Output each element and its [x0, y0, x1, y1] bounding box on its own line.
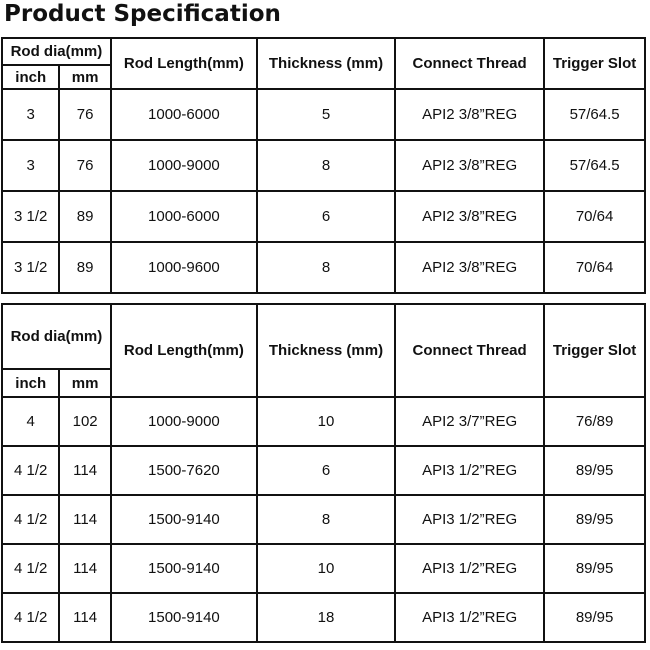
header-thickness: Thickness (mm) — [257, 38, 395, 89]
cell-connect-thread: API3 1/2”REG — [395, 544, 544, 593]
cell-mm: 76 — [59, 140, 110, 191]
cell-mm: 102 — [59, 397, 110, 446]
table-row — [2, 397, 645, 446]
header-trigger-slot: Trigger Slot — [544, 38, 645, 89]
cell-rod-length: 1500-9140 — [111, 593, 257, 642]
cell-rod-length: 1000-6000 — [111, 89, 257, 140]
cell-thickness: 10 — [257, 397, 395, 446]
cell-inch: 4 1/2 — [2, 593, 59, 642]
cell-inch: 4 1/2 — [2, 446, 59, 495]
cell-trigger-slot: 57/64.5 — [544, 140, 645, 191]
cell-thickness: 5 — [257, 89, 395, 140]
cell-connect-thread: API2 3/8”REG — [395, 140, 544, 191]
header-thickness: Thickness (mm) — [257, 304, 395, 397]
cell-inch: 4 1/2 — [2, 495, 59, 544]
cell-trigger-slot: 89/95 — [544, 544, 645, 593]
cell-inch: 4 1/2 — [2, 544, 59, 593]
spec-table-2 — [1, 303, 646, 643]
cell-trigger-slot: 89/95 — [544, 495, 645, 544]
cell-connect-thread: API3 1/2”REG — [395, 446, 544, 495]
cell-connect-thread: API2 3/8”REG — [395, 191, 544, 242]
cell-thickness: 8 — [257, 140, 395, 191]
cell-rod-length: 1500-9140 — [111, 544, 257, 593]
cell-inch: 3 — [2, 140, 59, 191]
table-row — [2, 544, 645, 593]
cell-inch: 3 1/2 — [2, 242, 59, 293]
cell-trigger-slot: 76/89 — [544, 397, 645, 446]
cell-connect-thread: API2 3/7”REG — [395, 397, 544, 446]
cell-mm: 114 — [59, 544, 110, 593]
cell-thickness: 10 — [257, 544, 395, 593]
cell-connect-thread: API2 3/8”REG — [395, 89, 544, 140]
page-title: Product Specification — [4, 1, 281, 27]
cell-thickness: 8 — [257, 495, 395, 544]
cell-mm: 114 — [59, 446, 110, 495]
cell-trigger-slot: 89/95 — [544, 593, 645, 642]
cell-mm: 114 — [59, 495, 110, 544]
table-row — [2, 242, 645, 293]
cell-rod-length: 1500-9140 — [111, 495, 257, 544]
header-mm: mm — [59, 369, 110, 397]
header-inch: inch — [2, 65, 59, 89]
header-inch: inch — [2, 369, 59, 397]
cell-mm: 114 — [59, 593, 110, 642]
table-row — [2, 446, 645, 495]
cell-thickness: 6 — [257, 446, 395, 495]
cell-thickness: 6 — [257, 191, 395, 242]
cell-rod-length: 1000-9000 — [111, 140, 257, 191]
cell-rod-length: 1000-9000 — [111, 397, 257, 446]
cell-connect-thread: API3 1/2”REG — [395, 495, 544, 544]
header-rod-dia: Rod dia(mm) — [2, 304, 111, 369]
table-row — [2, 593, 645, 642]
cell-mm: 89 — [59, 242, 110, 293]
header-connect-thread: Connect Thread — [395, 304, 544, 397]
spec-table-1 — [1, 37, 646, 294]
table-row — [2, 140, 645, 191]
cell-mm: 76 — [59, 89, 110, 140]
cell-inch: 3 — [2, 89, 59, 140]
cell-inch: 4 — [2, 397, 59, 446]
header-mm: mm — [59, 65, 110, 89]
cell-trigger-slot: 57/64.5 — [544, 89, 645, 140]
header-trigger-slot: Trigger Slot — [544, 304, 645, 397]
cell-rod-length: 1000-6000 — [111, 191, 257, 242]
cell-trigger-slot: 70/64 — [544, 242, 645, 293]
cell-trigger-slot: 70/64 — [544, 191, 645, 242]
cell-inch: 3 1/2 — [2, 191, 59, 242]
cell-connect-thread: API3 1/2”REG — [395, 593, 544, 642]
table-row — [2, 89, 645, 140]
cell-rod-length: 1000-9600 — [111, 242, 257, 293]
cell-thickness: 8 — [257, 242, 395, 293]
header-connect-thread: Connect Thread — [395, 38, 544, 89]
header-rod-length: Rod Length(mm) — [111, 38, 257, 89]
table-row — [2, 191, 645, 242]
table-row — [2, 495, 645, 544]
cell-mm: 89 — [59, 191, 110, 242]
cell-rod-length: 1500-7620 — [111, 446, 257, 495]
header-rod-dia: Rod dia(mm) — [2, 38, 111, 65]
cell-thickness: 18 — [257, 593, 395, 642]
header-rod-length: Rod Length(mm) — [111, 304, 257, 397]
cell-trigger-slot: 89/95 — [544, 446, 645, 495]
cell-connect-thread: API2 3/8”REG — [395, 242, 544, 293]
